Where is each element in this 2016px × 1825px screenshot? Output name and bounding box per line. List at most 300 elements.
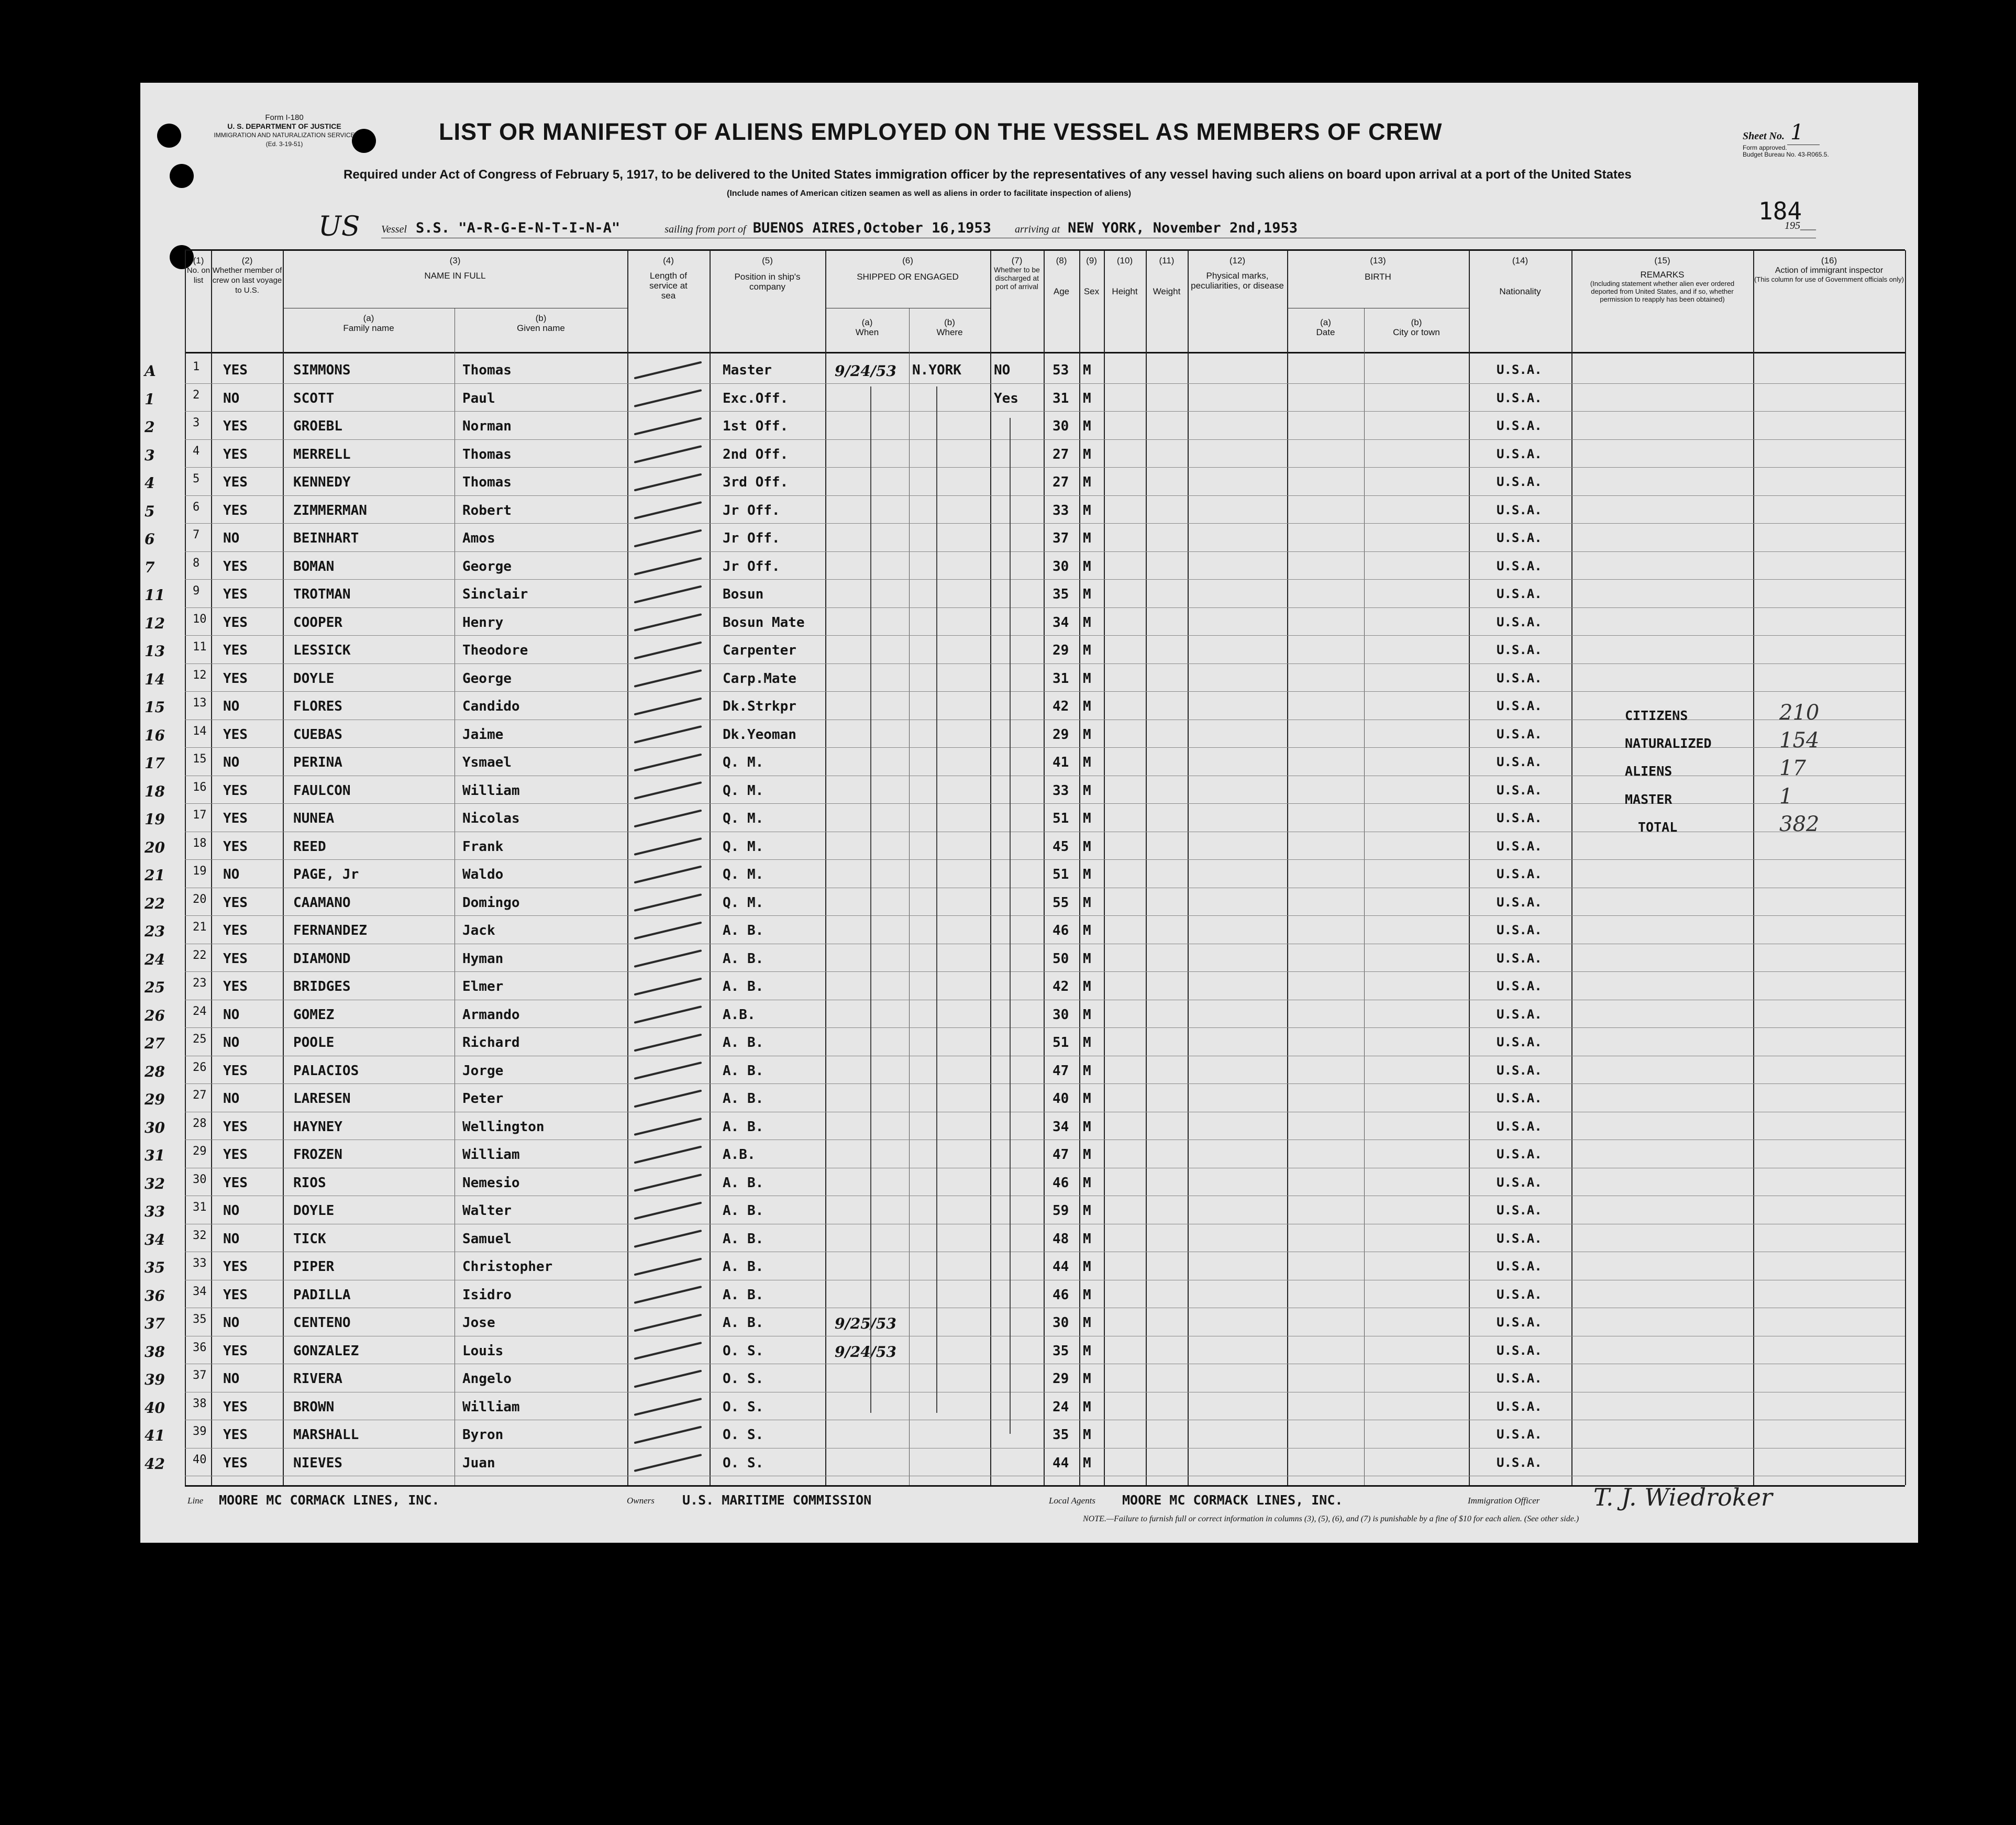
service-stroke: [635, 699, 701, 714]
row-sex: M: [1083, 1091, 1091, 1107]
edition: (Ed. 3-19-51): [265, 140, 303, 148]
row-number: 5: [193, 472, 200, 485]
punch-hole: [157, 124, 181, 148]
row-last-voyage: YES: [223, 1399, 248, 1415]
row-last-voyage: NO: [223, 755, 240, 770]
service-stroke: [635, 727, 701, 743]
row-age: 40: [1053, 1091, 1069, 1107]
row-position: Q. M.: [723, 782, 764, 799]
service-stroke: [635, 418, 701, 434]
row-given-name: Amos: [462, 530, 495, 546]
row-sex: M: [1083, 1455, 1091, 1471]
col-inspector-action: (16) Action of immigrant inspector (This column for use of Government officials only): [1754, 256, 1904, 283]
row-nationality: U.S.A.: [1497, 1091, 1542, 1105]
row-last-voyage: NO: [223, 867, 240, 882]
row-mark: 13: [145, 643, 165, 660]
row-sex: M: [1083, 670, 1091, 687]
row-position: Bosun: [723, 587, 764, 602]
row-last-voyage: NO: [223, 1371, 240, 1387]
row-last-voyage: YES: [223, 587, 248, 602]
row-rule: [185, 635, 1905, 636]
row-nationality: U.S.A.: [1497, 1371, 1542, 1386]
row-position: A. B.: [723, 1203, 764, 1219]
row-sex: M: [1083, 558, 1091, 574]
row-age: 47: [1053, 1147, 1069, 1163]
row-mark: 29: [145, 1091, 165, 1108]
row-age: 46: [1053, 923, 1069, 938]
form-approval: Form approved.: [1743, 144, 1787, 151]
row-family-name: REED: [293, 838, 326, 855]
row-shipped-when: 9/24/53: [835, 1343, 896, 1361]
row-shipped-when: 9/25/53: [835, 1315, 896, 1332]
row-family-name: FERNANDEZ: [293, 923, 367, 938]
line-label: Line: [187, 1496, 204, 1506]
col-age: (8) Age: [1053, 256, 1070, 296]
row-position: 2nd Off.: [723, 446, 789, 462]
row-sex: M: [1083, 1006, 1091, 1023]
row-last-voyage: NO: [223, 1231, 240, 1247]
service-stroke: [635, 643, 701, 658]
row-age: 42: [1053, 699, 1069, 714]
row-mark: 27: [145, 1035, 165, 1052]
row-nationality: U.S.A.: [1497, 1427, 1542, 1442]
row-position: Q. M.: [723, 894, 764, 911]
row-number: 11: [193, 640, 207, 654]
table-top-rule: [185, 249, 1905, 251]
row-nationality: U.S.A.: [1497, 1063, 1542, 1078]
summary-value: 17: [1779, 756, 1806, 780]
row-last-voyage: YES: [223, 362, 248, 378]
row-age: 27: [1053, 446, 1069, 462]
row-given-name: Armando: [462, 1006, 520, 1023]
row-number: 35: [193, 1313, 207, 1326]
service-stroke: [635, 1147, 701, 1163]
row-family-name: PALACIOS: [293, 1063, 359, 1079]
row-number: 6: [193, 500, 200, 514]
row-sex: M: [1083, 446, 1091, 462]
row-nationality: U.S.A.: [1497, 1315, 1542, 1330]
row-nationality: U.S.A.: [1497, 1203, 1542, 1218]
row-age: 48: [1053, 1231, 1069, 1247]
row-last-voyage: NO: [223, 390, 240, 406]
row-given-name: Frank: [462, 838, 504, 855]
row-nationality: U.S.A.: [1497, 894, 1542, 910]
row-nationality: U.S.A.: [1497, 811, 1542, 825]
service-stroke: [635, 839, 701, 855]
row-mark: 39: [145, 1371, 165, 1388]
row-last-voyage: NO: [223, 530, 240, 546]
summary-label: NATURALIZED: [1625, 736, 1712, 751]
sheet-number: 1: [1787, 120, 1819, 145]
row-sex: M: [1083, 1259, 1091, 1275]
row-family-name: LARESEN: [293, 1091, 351, 1107]
row-number: 8: [193, 556, 200, 570]
row-mark: A: [145, 362, 156, 380]
row-given-name: Jorge: [462, 1063, 504, 1079]
row-age: 30: [1053, 1006, 1069, 1023]
row-age: 59: [1053, 1203, 1069, 1219]
row-age: 46: [1053, 1287, 1069, 1303]
service-stroke: [635, 391, 701, 406]
row-rule: [185, 1027, 1905, 1028]
row-nationality: U.S.A.: [1497, 838, 1542, 854]
row-given-name: Theodore: [462, 643, 528, 658]
col-last-voyage: (2) Whether member of crew on last voyage to U.S.: [212, 256, 282, 295]
row-position: O. S.: [723, 1371, 764, 1387]
row-nationality: U.S.A.: [1497, 755, 1542, 769]
row-last-voyage: YES: [223, 1147, 248, 1163]
row-number: 33: [193, 1257, 207, 1270]
row-last-voyage: YES: [223, 1259, 248, 1275]
row-last-voyage: NO: [223, 1203, 240, 1219]
row-nationality: U.S.A.: [1497, 923, 1542, 937]
row-age: 46: [1053, 1175, 1069, 1191]
row-number: 21: [193, 921, 207, 934]
row-family-name: GOMEZ: [293, 1006, 335, 1023]
row-sex: M: [1083, 530, 1091, 546]
row-position: A. B.: [723, 979, 764, 994]
row-nationality: U.S.A.: [1497, 446, 1542, 461]
row-mark: 40: [145, 1399, 165, 1417]
row-sex: M: [1083, 811, 1091, 826]
row-family-name: FROZEN: [293, 1147, 342, 1163]
service-stroke: [635, 1231, 701, 1247]
row-given-name: Waldo: [462, 867, 504, 882]
col-remarks: (15) REMARKS (Including statement whether alien ever ordered deported from United States, and if so, whether permission to reapply has been obtained): [1590, 256, 1735, 303]
row-position: Bosun Mate: [723, 614, 805, 631]
row-number: 30: [193, 1173, 207, 1186]
service-stroke: [635, 1259, 701, 1275]
row-number: 27: [193, 1089, 207, 1102]
row-number: 34: [193, 1285, 207, 1298]
row-given-name: Wellington: [462, 1119, 545, 1135]
include-note: (Include names of American citizen seamen as well as aliens in order to facilitate inspection of aliens): [727, 189, 1132, 198]
row-sex: M: [1083, 587, 1091, 602]
row-nationality: U.S.A.: [1497, 1231, 1542, 1246]
row-given-name: Jaime: [462, 726, 504, 743]
row-last-voyage: YES: [223, 1175, 248, 1191]
row-family-name: DIAMOND: [293, 950, 351, 967]
row-mark: 31: [145, 1147, 165, 1164]
manifest-title: LIST OR MANIFEST OF ALIENS EMPLOYED ON THE VESSEL AS MEMBERS OF CREW: [439, 118, 1443, 145]
row-family-name: FLORES: [293, 699, 342, 714]
row-sex: M: [1083, 838, 1091, 855]
ditto-line-when: [870, 386, 871, 1413]
row-mark: 18: [145, 782, 165, 800]
row-number: 16: [193, 780, 207, 794]
row-mark: 42: [145, 1455, 165, 1473]
row-nationality: U.S.A.: [1497, 979, 1542, 993]
row-position: O. S.: [723, 1455, 764, 1471]
service-stroke: [635, 867, 701, 882]
row-age: 41: [1053, 755, 1069, 770]
agents-label: Local Agents: [1049, 1496, 1095, 1506]
service-stroke: [635, 979, 701, 994]
vessel-line: [381, 220, 1816, 238]
row-given-name: Hyman: [462, 950, 504, 967]
row-family-name: NUNEA: [293, 811, 335, 826]
service-stroke: [635, 503, 701, 518]
row-position: A. B.: [723, 1315, 764, 1331]
row-sex: M: [1083, 782, 1091, 799]
row-nationality: U.S.A.: [1497, 418, 1542, 433]
row-number: 9: [193, 584, 200, 598]
row-number: 2: [193, 388, 200, 402]
row-family-name: BOMAN: [293, 558, 335, 574]
row-last-voyage: YES: [223, 474, 248, 490]
service-stroke: [635, 559, 701, 574]
row-last-voyage: YES: [223, 502, 248, 518]
row-given-name: Samuel: [462, 1231, 512, 1247]
row-family-name: SIMMONS: [293, 362, 351, 378]
row-family-name: BEINHART: [293, 530, 359, 546]
row-nationality: U.S.A.: [1497, 1343, 1542, 1358]
row-position: O. S.: [723, 1399, 764, 1415]
row-age: 55: [1053, 894, 1069, 911]
row-mark: 4: [145, 474, 155, 492]
row-mark: 5: [145, 502, 155, 520]
row-sex: M: [1083, 1035, 1091, 1050]
punch-hole: [352, 129, 376, 153]
row-given-name: Thomas: [462, 362, 512, 378]
col-nationality: (14) Nationality: [1499, 256, 1541, 296]
row-given-name: Byron: [462, 1427, 504, 1443]
service-stroke: [635, 1343, 701, 1359]
col-weight: (11) Weight: [1153, 256, 1181, 296]
row-sex: M: [1083, 502, 1091, 518]
row-mark: 3: [145, 446, 155, 464]
row-age: 30: [1053, 1315, 1069, 1331]
row-family-name: DOYLE: [293, 1203, 335, 1219]
penalty-note: NOTE.—Failure to furnish full or correct information in columns (3), (5), (6), and (7) is punishable by a fine of $10 for each alien. (See other side.): [1083, 1514, 1579, 1523]
row-rule: [185, 439, 1905, 440]
row-position: 1st Off.: [723, 418, 789, 434]
row-position: Jr Off.: [723, 558, 780, 574]
row-given-name: Christopher: [462, 1259, 553, 1275]
department: U. S. DEPARTMENT OF JUSTICE: [227, 122, 341, 130]
row-rule: [185, 467, 1905, 468]
row-rule: [185, 523, 1905, 524]
row-given-name: Isidro: [462, 1287, 512, 1303]
row-sex: M: [1083, 1371, 1091, 1387]
row-position: 3rd Off.: [723, 474, 789, 490]
row-nationality: U.S.A.: [1497, 1119, 1542, 1134]
row-given-name: Candido: [462, 699, 520, 714]
row-rule: [185, 859, 1905, 860]
row-age: 42: [1053, 979, 1069, 994]
row-nationality: U.S.A.: [1497, 950, 1542, 966]
row-last-voyage: YES: [223, 558, 248, 574]
officer-signature: T. J. Wiedroker: [1593, 1483, 1773, 1511]
service-stroke: [635, 895, 701, 911]
row-family-name: CUEBAS: [293, 726, 342, 743]
row-age: 35: [1053, 1343, 1069, 1359]
row-mark: 36: [145, 1287, 165, 1304]
row-sex: M: [1083, 418, 1091, 434]
row-position: A. B.: [723, 950, 764, 967]
row-sex: M: [1083, 474, 1091, 490]
row-sex: M: [1083, 979, 1091, 994]
owners-label: Owners: [627, 1496, 655, 1506]
sheet-label: Sheet No.: [1743, 130, 1785, 142]
arrival-port-date: NEW YORK, November 2nd,1953: [1068, 220, 1298, 236]
row-nationality: U.S.A.: [1497, 362, 1542, 377]
row-position: O. S.: [723, 1427, 764, 1443]
row-sex: M: [1083, 923, 1091, 938]
row-nationality: U.S.A.: [1497, 1147, 1542, 1162]
summary-value: 382: [1779, 812, 1820, 836]
row-age: 51: [1053, 867, 1069, 882]
row-family-name: CENTENO: [293, 1315, 351, 1331]
row-family-name: MARSHALL: [293, 1427, 359, 1443]
row-number: 1: [193, 360, 200, 373]
row-number: 22: [193, 948, 207, 962]
row-nationality: U.S.A.: [1497, 390, 1542, 405]
vessel-name: S.S. "A-R-G-E-N-T-I-N-A": [415, 220, 621, 236]
row-nationality: U.S.A.: [1497, 614, 1542, 629]
row-number: 17: [193, 809, 207, 822]
row-mark: 37: [145, 1315, 165, 1332]
service-stroke: [635, 1203, 701, 1219]
col-shipped-engaged: (6) SHIPPED OR ENGAGED: [857, 256, 959, 282]
row-number: 4: [193, 444, 200, 458]
row-last-voyage: YES: [223, 979, 248, 994]
row-position: Carp.Mate: [723, 670, 796, 687]
row-shipped-when: 9/24/53: [835, 362, 896, 380]
row-last-voyage: YES: [223, 1119, 248, 1135]
col-family-name: (a) Family name: [343, 313, 394, 333]
vessel-label: Vessel: [381, 224, 407, 235]
row-position: A.B.: [723, 1147, 756, 1163]
col-birth: (13) BIRTH: [1365, 256, 1391, 282]
row-position: Q. M.: [723, 838, 764, 855]
row-mark: 16: [145, 726, 165, 744]
row-given-name: Elmer: [462, 979, 504, 994]
row-age: 51: [1053, 1035, 1069, 1050]
service-stroke: [635, 587, 701, 602]
row-number: 18: [193, 836, 207, 850]
row-given-name: George: [462, 558, 512, 574]
row-age: 29: [1053, 643, 1069, 658]
row-given-name: Walter: [462, 1203, 512, 1219]
service-stroke: [635, 923, 701, 938]
row-sex: M: [1083, 1203, 1091, 1219]
summary-label: CITIZENS: [1625, 708, 1688, 723]
row-number: 25: [193, 1033, 207, 1046]
line-name: MOORE MC CORMACK LINES, INC.: [219, 1492, 440, 1508]
punch-hole: [170, 164, 194, 188]
row-position: A. B.: [723, 1259, 764, 1275]
row-family-name: PADILLA: [293, 1287, 351, 1303]
row-rule: [185, 915, 1905, 916]
row-family-name: PIPER: [293, 1259, 335, 1275]
row-family-name: SCOTT: [293, 390, 335, 406]
col-position: (5) Position in ship's company: [734, 256, 801, 292]
row-last-voyage: YES: [223, 1063, 248, 1079]
row-number: 14: [193, 724, 207, 738]
row-family-name: HAYNEY: [293, 1119, 342, 1135]
row-sex: M: [1083, 950, 1091, 967]
row-number: 38: [193, 1397, 207, 1410]
row-given-name: Thomas: [462, 474, 512, 490]
row-mark: 21: [145, 867, 165, 884]
row-age: 33: [1053, 502, 1069, 518]
margin-note: US: [318, 211, 360, 242]
row-sex: M: [1083, 643, 1091, 658]
row-sex: M: [1083, 1175, 1091, 1191]
footer-line: [185, 1483, 1905, 1512]
row-mark: 1: [145, 390, 155, 408]
agents-name: MOORE MC CORMACK LINES, INC.: [1122, 1492, 1343, 1508]
row-last-voyage: YES: [223, 418, 248, 434]
owners-name: U.S. MARITIME COMMISSION: [682, 1492, 872, 1508]
row-last-voyage: YES: [223, 923, 248, 938]
row-number: 3: [193, 416, 200, 429]
row-mark: 35: [145, 1259, 165, 1276]
col-length-of-service: (4) Length of service at sea: [649, 256, 688, 301]
row-rule: [185, 971, 1905, 972]
row-number: 31: [193, 1201, 207, 1214]
row-mark: 22: [145, 894, 165, 912]
row-age: 35: [1053, 1427, 1069, 1443]
row-nationality: U.S.A.: [1497, 502, 1542, 517]
row-nationality: U.S.A.: [1497, 1259, 1542, 1274]
row-given-name: Robert: [462, 502, 512, 518]
row-age: 34: [1053, 614, 1069, 631]
service-stroke: [635, 755, 701, 770]
row-number: 24: [193, 1004, 207, 1018]
row-family-name: GROEBL: [293, 418, 342, 434]
row-number: 26: [193, 1060, 207, 1074]
col-given-name: (b) Given name: [517, 313, 565, 333]
row-position: Q. M.: [723, 811, 764, 826]
row-number: 36: [193, 1341, 207, 1354]
row-mark: 20: [145, 838, 165, 856]
row-family-name: LESSICK: [293, 643, 351, 658]
service-stroke: [635, 1455, 701, 1471]
row-sex: M: [1083, 1399, 1091, 1415]
row-age: 30: [1053, 558, 1069, 574]
row-age: 51: [1053, 811, 1069, 826]
row-mark: 6: [145, 530, 155, 548]
row-last-voyage: YES: [223, 782, 248, 799]
row-mark: 30: [145, 1119, 165, 1136]
row-nationality: U.S.A.: [1497, 1399, 1542, 1414]
service-stroke: [635, 671, 701, 687]
row-age: 34: [1053, 1119, 1069, 1135]
row-position: A. B.: [723, 1091, 764, 1107]
row-sex: M: [1083, 614, 1091, 631]
row-mark: 2: [145, 418, 155, 436]
row-rule: [185, 691, 1905, 692]
row-last-voyage: YES: [223, 950, 248, 967]
row-last-voyage: YES: [223, 446, 248, 462]
row-rule: [185, 495, 1905, 496]
service-stroke: [635, 1119, 701, 1135]
row-last-voyage: YES: [223, 726, 248, 743]
service-stroke: [635, 1427, 701, 1443]
row-age: 33: [1053, 782, 1069, 799]
row-family-name: NIEVES: [293, 1455, 342, 1471]
row-last-voyage: YES: [223, 1287, 248, 1303]
row-position: Exc.Off.: [723, 390, 789, 406]
row-sex: M: [1083, 755, 1091, 770]
row-given-name: Domingo: [462, 894, 520, 911]
row-last-voyage: NO: [223, 1091, 240, 1107]
row-last-voyage: NO: [223, 1006, 240, 1023]
year-suffix: 195___: [1785, 220, 1816, 231]
row-mark: 26: [145, 1006, 165, 1024]
